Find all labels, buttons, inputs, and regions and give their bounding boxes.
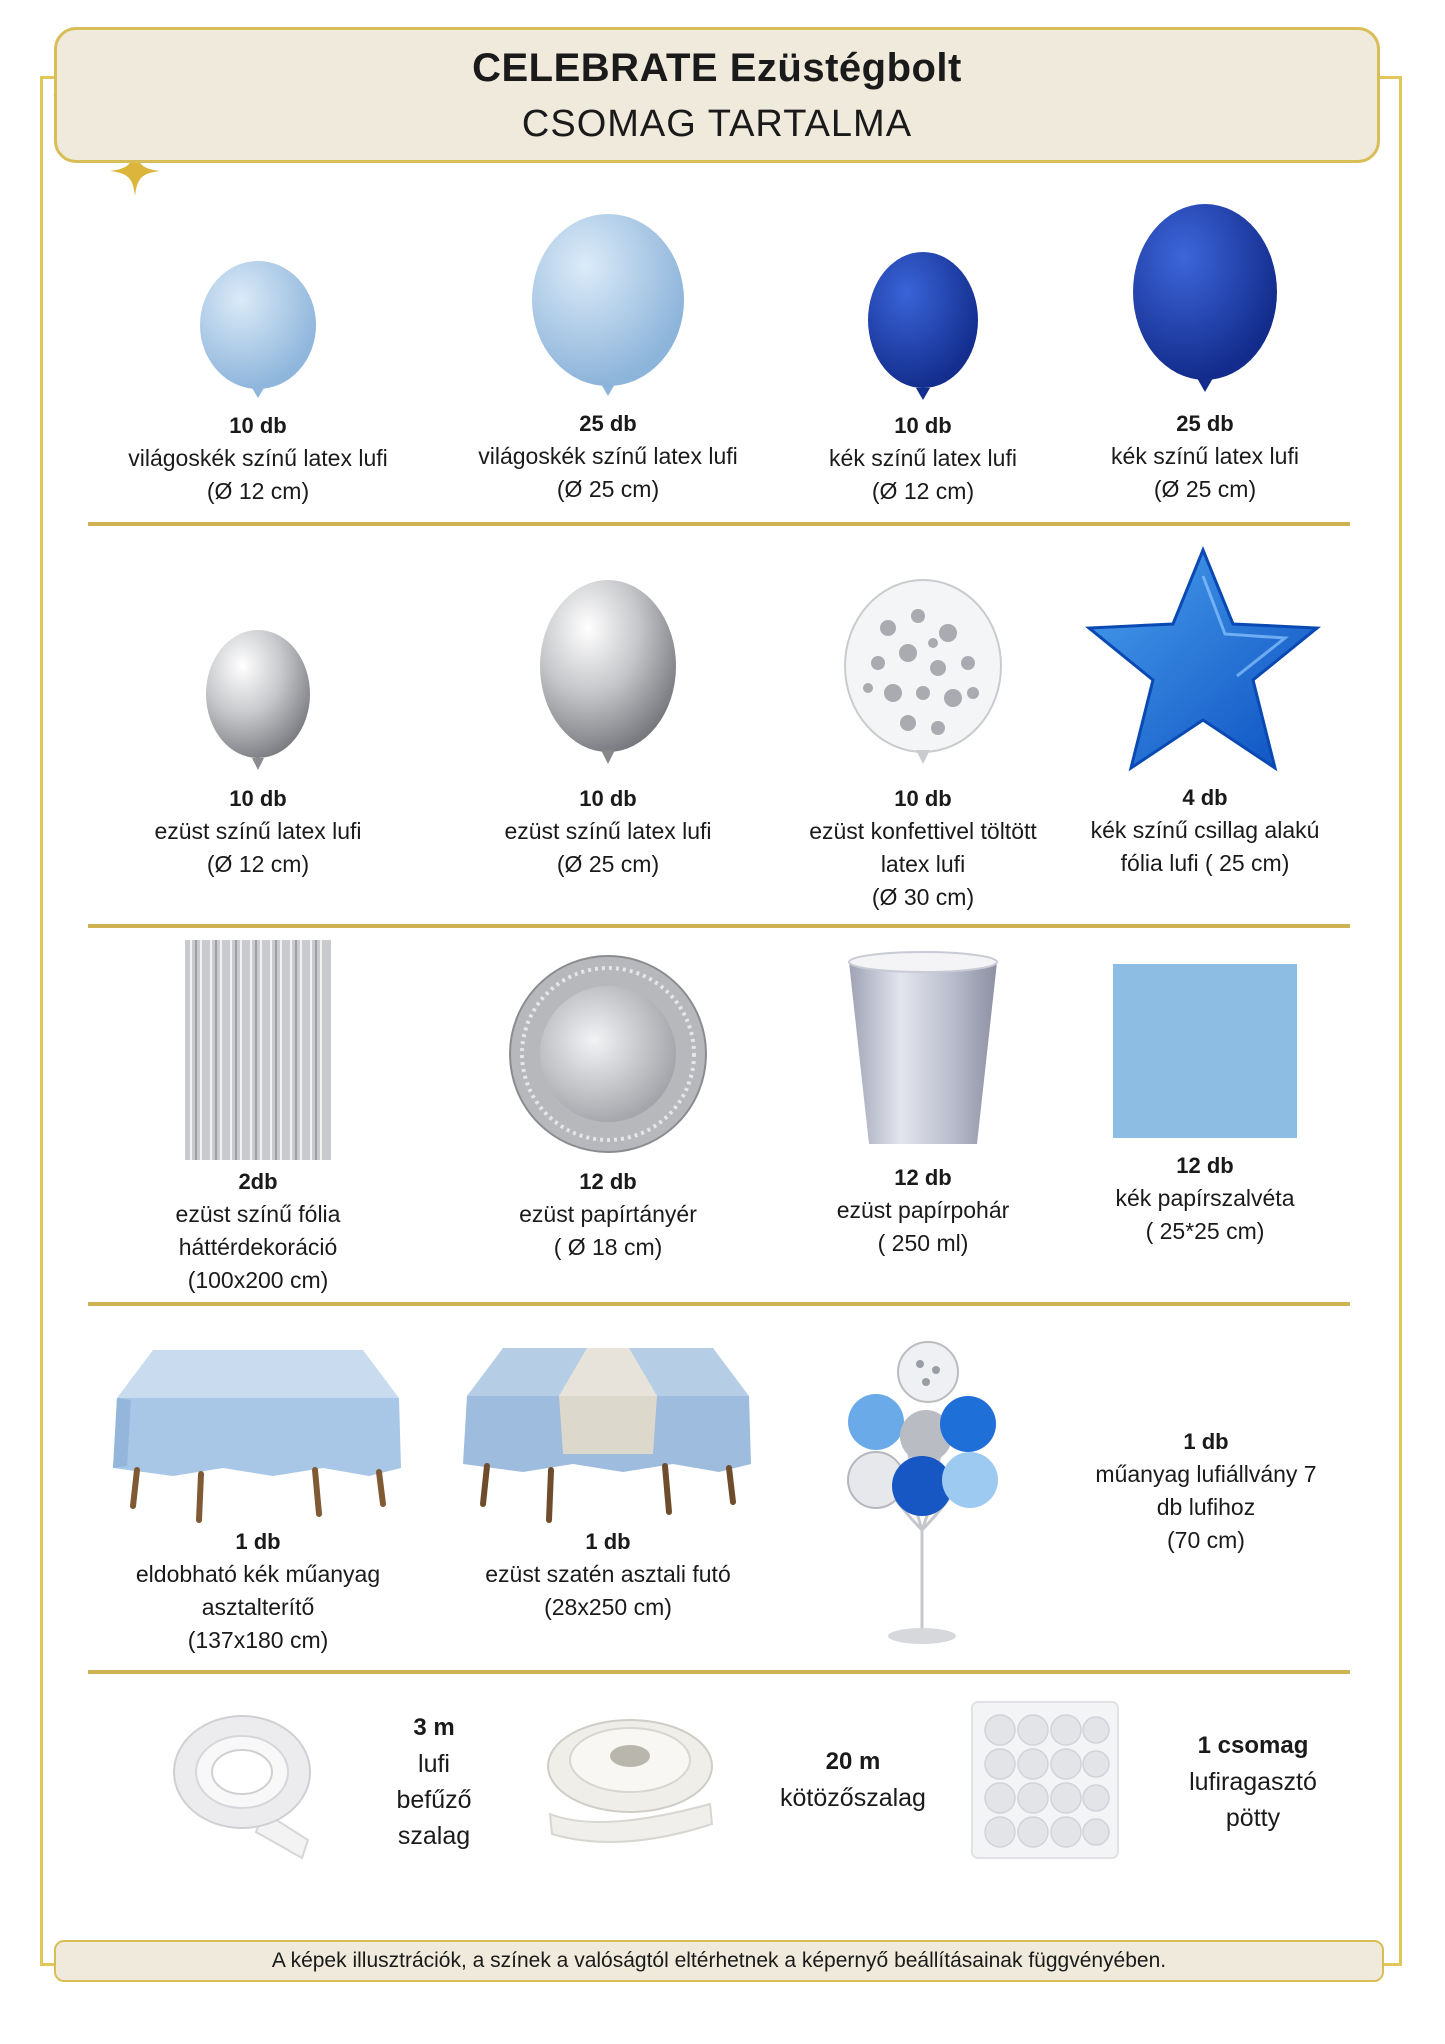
item-description: (Ø 12 cm) (206, 851, 310, 877)
item-quantity: 12 db (894, 1165, 952, 1190)
silver-balloon-small-icon (198, 628, 318, 783)
item-description: (Ø 25 cm) (556, 851, 660, 877)
row-divider (88, 522, 1350, 526)
item-description: ( 250 ml) (877, 1230, 969, 1256)
item-description: fólia lufi ( 25 cm) (1120, 850, 1290, 876)
item-description: kék színű csillag alakú (1090, 817, 1320, 843)
item-description: kék színű latex lufi (829, 445, 1017, 471)
ribbon-roll-icon (168, 1708, 320, 1860)
item-description: pötty (1225, 1804, 1281, 1832)
row-divider (88, 1670, 1350, 1674)
light-blue-balloon-small-icon (188, 260, 328, 410)
item-quantity: 1 db (235, 1529, 281, 1554)
item-description: ezüst színű latex lufi (504, 818, 712, 844)
header-banner (54, 27, 1380, 163)
item-quantity: 1 db (1183, 1429, 1229, 1454)
item-quantity: 12 db (1176, 1153, 1234, 1178)
silver-balloon-large-icon (533, 578, 683, 783)
item-quantity: 10 db (894, 413, 952, 438)
product-item (1040, 546, 1370, 880)
product-item (758, 578, 1088, 914)
item-description: (100x200 cm) (187, 1267, 329, 1293)
tablecloth-icon (113, 1348, 403, 1524)
silver-cup-icon (843, 950, 1003, 1150)
product-item (1040, 202, 1370, 506)
row-divider (88, 1302, 1350, 1306)
item-description: befűző (396, 1786, 472, 1814)
foil-curtain-icon (185, 940, 331, 1160)
item-description: asztalterítő (201, 1594, 315, 1620)
item-description: latex lufi (880, 851, 966, 877)
item-description: világoskék színű latex lufi (478, 443, 738, 469)
product-item (443, 578, 773, 881)
row-divider (88, 924, 1350, 928)
item-quantity: 1 db (585, 1529, 631, 1554)
item-quantity: 3 m (413, 1714, 455, 1741)
item-description: (Ø 30 cm) (871, 884, 975, 910)
product-item (1148, 1728, 1358, 1836)
item-description: lufi (418, 1750, 450, 1778)
glue-dots-icon (970, 1700, 1120, 1860)
product-item (93, 260, 423, 508)
item-description: eldobható kék műanyag (135, 1561, 381, 1587)
item-description: ezüst szatén asztali futó (485, 1561, 731, 1587)
item-description: (Ø 25 cm) (556, 476, 660, 502)
item-description: ezüst színű latex lufi (154, 818, 362, 844)
item-quantity: 12 db (579, 1169, 637, 1194)
blue-balloon-large-icon (1125, 202, 1285, 408)
blue-napkin-icon (1113, 964, 1297, 1138)
item-description: ezüst papírtányér (519, 1201, 697, 1227)
product-item (93, 628, 423, 881)
product-item (443, 1346, 773, 1624)
item-quantity: 10 db (894, 786, 952, 811)
product-item (758, 250, 1088, 508)
product-item (760, 1744, 946, 1816)
product-item (443, 952, 773, 1264)
item-description: háttérdekoráció (178, 1234, 338, 1260)
product-item (370, 1710, 498, 1854)
item-description: kék papírszalvéta (1115, 1185, 1295, 1211)
table-runner-icon (463, 1346, 753, 1524)
item-description: (Ø 12 cm) (206, 478, 310, 504)
item-description: ( Ø 18 cm) (553, 1234, 663, 1260)
item-description: ( 25*25 cm) (1145, 1218, 1265, 1244)
balloon-stand-icon (842, 1340, 1002, 1646)
product-item (93, 940, 423, 1297)
disclaimer-footer: A képek illusztrációk, a színek a valóságtól eltérhetnek a képernyő beállításainak függvényében. (54, 1940, 1384, 1982)
item-description: (137x180 cm) (187, 1627, 329, 1653)
light-blue-balloon-large-icon (523, 212, 693, 408)
product-item (1040, 964, 1370, 1248)
product-item (443, 212, 773, 506)
item-description: lufiragasztó (1189, 1768, 1317, 1796)
item-quantity: 1 csomag (1197, 1732, 1309, 1759)
item-description: műanyag lufiállvány 7 (1095, 1461, 1317, 1487)
item-description: db lufihoz (1156, 1494, 1256, 1520)
confetti-balloon-icon (838, 578, 1008, 783)
blue-balloon-small-icon (858, 250, 988, 410)
item-quantity: 10 db (229, 413, 287, 438)
item-quantity: 2db (238, 1169, 278, 1194)
item-description: ezüst konfettivel töltött (809, 818, 1037, 844)
silver-plate-icon (506, 952, 710, 1156)
item-quantity: 4 db (1182, 785, 1228, 810)
item-description: ezüst színű fólia (175, 1201, 341, 1227)
item-description: ezüst papírpohár (836, 1197, 1010, 1223)
product-item (93, 1348, 423, 1657)
item-quantity: 10 db (579, 786, 637, 811)
item-quantity: 25 db (579, 411, 637, 436)
item-description: (Ø 12 cm) (871, 478, 975, 504)
item-description: világoskék színű latex lufi (128, 445, 388, 471)
product-item (758, 950, 1088, 1260)
item-description: (70 cm) (1167, 1527, 1245, 1553)
star-foil-balloon-icon (1085, 546, 1325, 782)
item-quantity: 20 m (825, 1748, 881, 1775)
item-description: kötözőszalag (780, 1784, 926, 1812)
page-title: CELEBRATE Ezüstégbolt (472, 46, 962, 90)
item-quantity: 25 db (1176, 411, 1234, 436)
satin-ribbon-spool-icon (540, 1704, 720, 1854)
product-item (1070, 1426, 1342, 1557)
item-description: szalag (397, 1822, 471, 1850)
item-description: (28x250 cm) (544, 1594, 672, 1620)
item-description: (Ø 25 cm) (1153, 476, 1257, 502)
page-subtitle: CSOMAG TARTALMA (521, 103, 913, 145)
item-quantity: 10 db (229, 786, 287, 811)
item-description: kék színű latex lufi (1111, 443, 1299, 469)
